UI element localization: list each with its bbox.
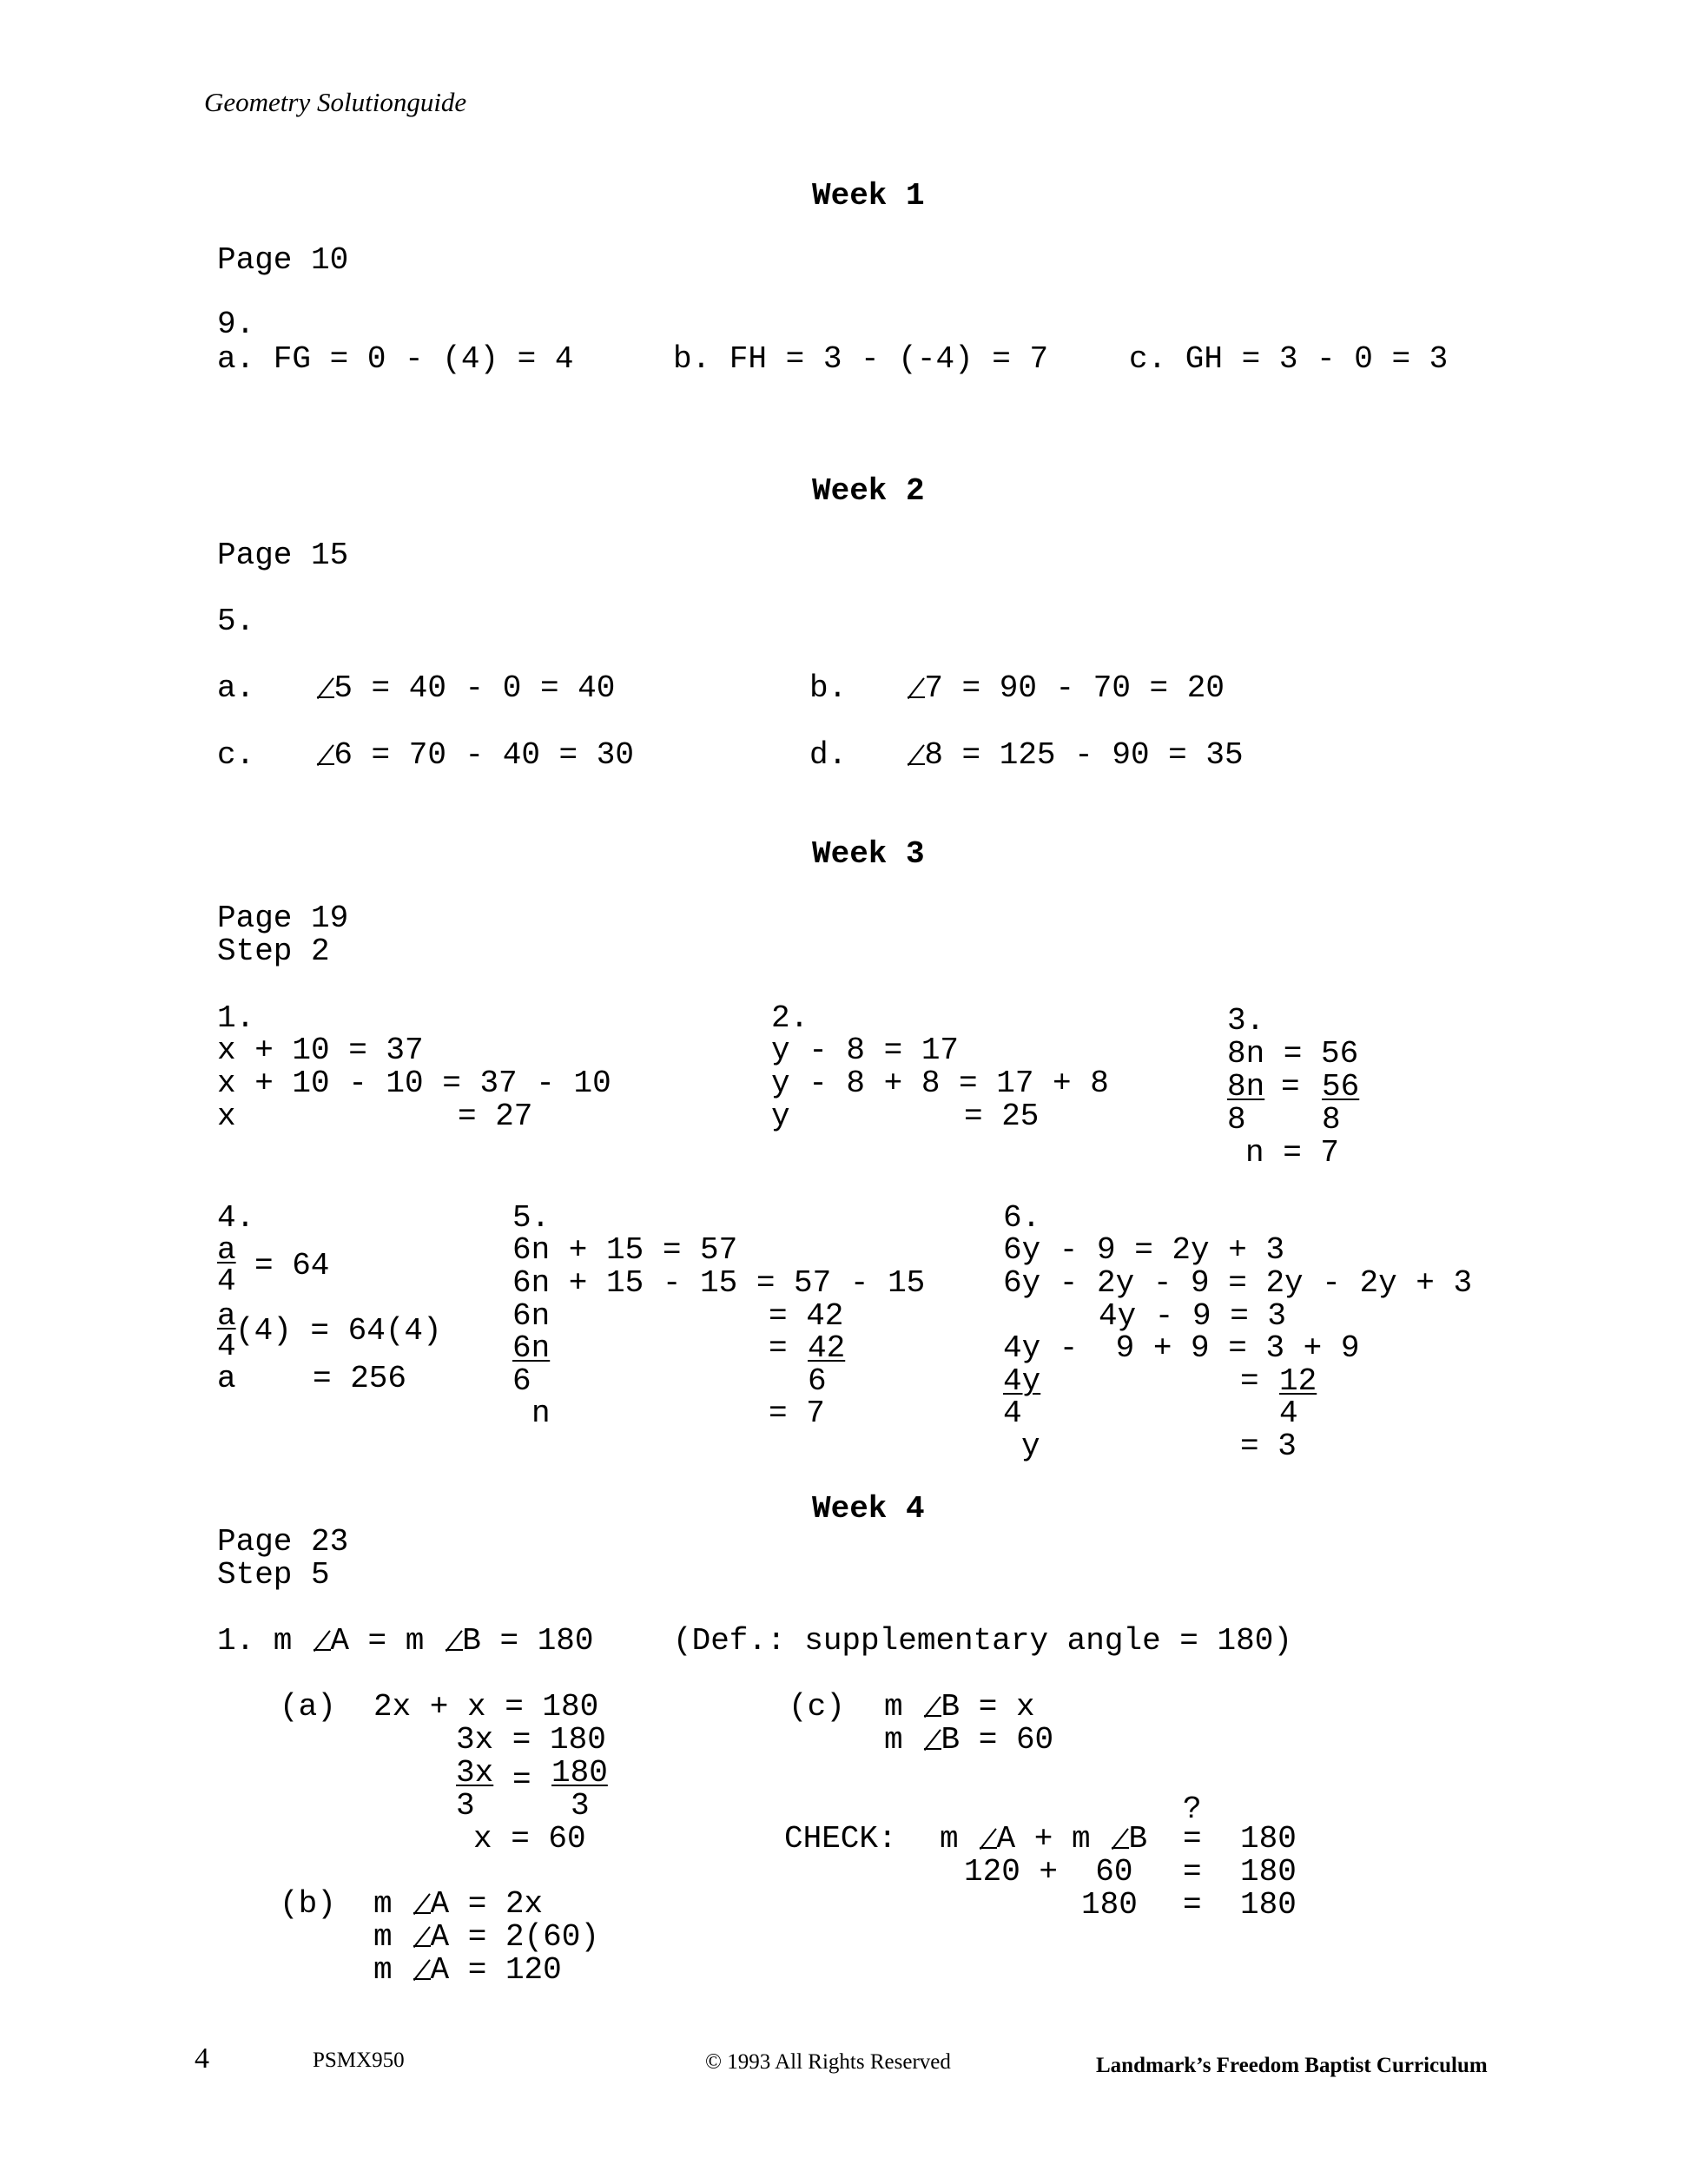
w4-part-a-numerator-right: 180 <box>551 1755 608 1791</box>
week-2-answer-a: 5 = 40 - 0 = 40 <box>314 673 615 704</box>
w3-p4-fraction2-denominator: 4 <box>217 1329 236 1364</box>
w3-p6-line4: 4y - 9 + 9 = 3 + 9 <box>1003 1330 1360 1366</box>
w3-p1-number: 1. <box>217 1000 255 1036</box>
angle-icon <box>921 1692 941 1717</box>
w3-p5-denominator-left: 6 <box>512 1363 531 1399</box>
w3-p6-result-left: y <box>1021 1429 1040 1464</box>
w3-p5-result-right: = 7 <box>769 1396 825 1431</box>
w3-p1-line2: x + 10 - 10 = 37 - 10 <box>217 1066 611 1101</box>
w4-part-b-line3: m A = 120 <box>373 1952 562 1988</box>
w4-part-a-numerator-left: 3x <box>456 1755 494 1791</box>
w3-p5-numerator-left: 6n <box>512 1330 551 1366</box>
week-3-heading: Week 3 <box>812 836 925 872</box>
angle-icon <box>921 1725 941 1750</box>
w4-part-a-denominator-left: 3 <box>456 1788 475 1824</box>
w3-p5-line1: 6n + 15 = 57 <box>512 1232 738 1268</box>
angle-icon <box>411 1955 430 1980</box>
w3-p3-number: 3. <box>1227 1003 1265 1039</box>
week-2-label-b: b. <box>809 670 848 706</box>
w3-p1-line3-left: x <box>217 1099 236 1134</box>
w3-p6-equals: = <box>1240 1363 1259 1399</box>
angle-icon <box>311 1626 330 1651</box>
w3-p6-numerator-right: 12 <box>1279 1363 1317 1399</box>
w4-part-a-equals: = <box>512 1762 531 1798</box>
w3-p6-result-right: = 3 <box>1240 1429 1297 1464</box>
w3-p4-line2-rest: (4) = 64(4) <box>235 1313 442 1349</box>
week-2-answer-c: 6 = 70 - 40 = 30 <box>314 740 634 771</box>
w3-p6-line1: 6y - 9 = 2y + 3 <box>1003 1232 1285 1268</box>
footer-publisher: Landmark’s Freedom Baptist Curriculum <box>1096 2054 1488 2077</box>
w4-check-line2-equals: = <box>1183 1854 1202 1890</box>
w3-p3-numerator-left: 8n <box>1227 1069 1265 1105</box>
w3-p4-result-right: = 256 <box>313 1361 407 1396</box>
angle-icon <box>905 673 924 698</box>
week-2-answer-b: 7 = 90 - 70 = 20 <box>905 673 1225 704</box>
w3-p4-fraction1-denominator: 4 <box>217 1264 236 1299</box>
w4-part-c-line2: m B = 60 <box>884 1722 1054 1758</box>
angle-icon <box>314 740 333 765</box>
w4-check-line3-result: 180 <box>1240 1887 1297 1923</box>
w4-check-line1-equals: = <box>1183 1821 1202 1857</box>
w3-p6-denominator-right: 4 <box>1279 1396 1298 1431</box>
w3-p5-number: 5. <box>512 1200 551 1236</box>
w4-part-b-label: (b) <box>280 1886 336 1922</box>
w3-p1-line1: x + 10 = 37 <box>217 1033 424 1068</box>
angle-icon <box>905 740 924 765</box>
w4-part-b-line2: m A = 2(60) <box>373 1919 599 1955</box>
w3-p5-line3-right: = 42 <box>769 1298 844 1334</box>
w4-part-c-line1: m B = x <box>884 1689 1035 1725</box>
w4-p1-definition-note: (Def.: supplementary angle = 180) <box>673 1623 1292 1659</box>
w3-p6-number: 6. <box>1003 1200 1041 1236</box>
w3-p4-fraction2-numerator: a <box>217 1298 236 1334</box>
w3-p5-line3-left: 6n <box>512 1298 551 1334</box>
w4-check-line2: 120 + 60 <box>964 1854 1133 1890</box>
week-1-page-label: Page 10 <box>217 242 349 278</box>
document-header-title: Geometry Solutionguide <box>204 87 467 117</box>
angle-icon <box>443 1626 462 1651</box>
w3-p3-equals: = <box>1281 1069 1300 1105</box>
w3-p3-numerator-right: 56 <box>1322 1069 1360 1105</box>
w4-check-label: CHECK: <box>784 1821 897 1857</box>
angle-icon <box>411 1889 430 1914</box>
week-1-answer-c: c. GH = 3 - 0 = 3 <box>1129 341 1449 377</box>
w3-p4-fraction1-numerator: a <box>217 1232 236 1268</box>
w4-part-a-line2: 3x = 180 <box>456 1722 606 1758</box>
w4-check-question-mark: ? <box>1183 1791 1202 1827</box>
week-1-answer-a: a. FG = 0 - (4) = 4 <box>217 341 574 377</box>
week-2-problem-number: 5. <box>217 604 255 639</box>
w4-part-b-line1: m A = 2x <box>373 1886 544 1922</box>
w3-p6-line3: 4y - 9 = 3 <box>1099 1298 1287 1334</box>
w3-p4-result-left: a <box>217 1361 236 1396</box>
w4-part-a-label: (a) <box>280 1689 336 1725</box>
week-4-page-label: Page 23 <box>217 1524 349 1560</box>
week-3-step-label: Step 2 <box>217 934 330 969</box>
w3-p3-line1: 8n = 56 <box>1227 1036 1359 1072</box>
w3-p5-result-left: n <box>531 1396 551 1431</box>
w3-p6-numerator-left: 4y <box>1003 1363 1041 1399</box>
w3-p5-line2: 6n + 15 - 15 = 57 - 15 <box>512 1265 926 1301</box>
week-1-problem-number: 9. <box>217 307 255 342</box>
week-2-page-label: Page 15 <box>217 538 349 573</box>
w3-p3-denominator-right: 8 <box>1322 1102 1341 1138</box>
w3-p3-denominator-left: 8 <box>1227 1102 1246 1138</box>
w4-part-a-denominator-right: 3 <box>571 1788 590 1824</box>
week-1-answer-b: b. FH = 3 - (-4) = 7 <box>673 341 1049 377</box>
week-2-heading: Week 2 <box>812 473 925 509</box>
w3-p2-line1: y - 8 = 17 <box>771 1033 960 1068</box>
angle-icon <box>1109 1824 1128 1849</box>
week-2-label-d: d. <box>809 737 848 773</box>
angle-icon <box>411 1922 430 1947</box>
w3-p4-number: 4. <box>217 1200 255 1236</box>
w3-p1-line3-right: = 27 <box>458 1099 533 1134</box>
w4-part-c-label: (c) <box>789 1689 845 1725</box>
angle-icon <box>977 1824 996 1849</box>
week-2-label-a: a. <box>217 670 255 706</box>
footer-page-number: 4 <box>195 2042 209 2075</box>
w3-p2-line3-left: y <box>771 1099 790 1134</box>
week-1-heading: Week 1 <box>812 178 925 214</box>
w3-p2-line3-right: = 25 <box>964 1099 1040 1134</box>
w4-part-a-line1: 2x + x = 180 <box>373 1689 599 1725</box>
footer-product-code: PSMX950 <box>313 2049 405 2072</box>
w3-p4-line1-rest: = 64 <box>254 1248 330 1283</box>
w3-p5-equals: = <box>769 1330 788 1366</box>
w3-p5-numerator-right: 42 <box>808 1330 846 1366</box>
w3-p6-denominator-left: 4 <box>1003 1396 1022 1431</box>
week-3-page-label: Page 19 <box>217 901 349 936</box>
w4-check-line3-equals: = <box>1183 1887 1202 1923</box>
week-4-step-label: Step 5 <box>217 1557 330 1593</box>
angle-icon <box>314 673 333 698</box>
footer-copyright: © 1993 All Rights Reserved <box>705 2050 951 2074</box>
week-4-heading: Week 4 <box>812 1491 925 1527</box>
w4-check-line3: 180 <box>1081 1887 1138 1923</box>
w3-p6-line2: 6y - 2y - 9 = 2y - 2y + 3 <box>1003 1265 1473 1301</box>
w3-p2-line2: y - 8 + 8 = 17 + 8 <box>771 1066 1109 1101</box>
w4-part-a-result: x = 60 <box>473 1821 586 1857</box>
week-2-label-c: c. <box>217 737 255 773</box>
w3-p5-denominator-right: 6 <box>808 1363 827 1399</box>
w3-p3-result: n = 7 <box>1245 1135 1340 1171</box>
w4-check-line1: m A + m B <box>940 1821 1148 1857</box>
w3-p2-number: 2. <box>771 1000 809 1036</box>
week-2-answer-d: 8 = 125 - 90 = 35 <box>905 740 1244 771</box>
w4-check-line1-result: 180 <box>1240 1821 1297 1857</box>
w4-check-line2-result: 180 <box>1240 1854 1297 1890</box>
w4-p1-equation: 1. m A = m B = 180 <box>217 1623 594 1659</box>
